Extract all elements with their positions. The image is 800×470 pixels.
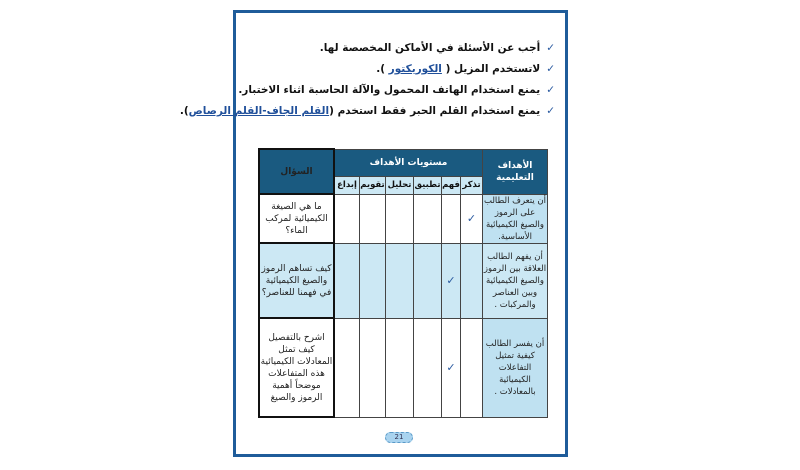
objective-cell: أن يفهم الطالب العلاقة بين الرموز والصيغ الكيميائية وبين العناصر والمركبات . — [483, 243, 548, 318]
check-icon: ✓ — [446, 360, 456, 374]
table-row — [259, 243, 548, 318]
level-cell — [360, 243, 386, 318]
level-cell — [360, 194, 386, 243]
level-understand: فهم — [442, 176, 461, 194]
objectives-table — [258, 148, 548, 418]
level-cell — [461, 194, 483, 243]
question-cell: كيف تساهم الرموز والصيغ الكيميائية في فهمنا للعناصر؟ — [259, 243, 334, 318]
level-cell — [386, 194, 414, 243]
objective-cell: أن يتعرف الطالب على الرموز والصيغ الكيميائية الأساسية. — [484, 195, 546, 242]
header-question: السؤال — [259, 149, 334, 194]
level-cell — [334, 243, 360, 318]
instruction-4: ✓يمنع استخدام القلم الحبر فقط استخدم (القلم الجاف-القلم الرصاص). — [179, 105, 555, 117]
level-apply: تطبيق — [414, 176, 442, 194]
level-analyze: تحليل — [386, 176, 414, 194]
objective-cell: أن يفسر الطالب كيفية تمثيل التفاعلات الكيميائية بالمعادلات . — [483, 318, 548, 417]
header-levels: مستويات الأهداف — [334, 149, 483, 176]
level-remember: تذكر — [461, 176, 483, 194]
question-cell: ما هي الصيغة الكيميائية لمركب الماء؟ — [259, 194, 334, 243]
level-cell — [386, 243, 414, 318]
level-cell — [360, 318, 386, 417]
level-cell — [461, 318, 483, 417]
level-cell — [461, 243, 483, 318]
level-cell — [442, 243, 461, 318]
instructions — [180, 38, 555, 122]
level-create: إبداع — [334, 176, 360, 194]
header-objectives: الأهداف التعليمية — [483, 149, 548, 194]
instruction-3: ✓يمنع استخدام الهاتف المحمول والآلة الحاسبة اثناء الاختبار. — [238, 84, 555, 96]
question-cell: اشرح بالتفصيل كيف تمثل المعادلات الكيميائية هذه المتفاعلات موضحاً أهمية الرموز والصيغ — [259, 318, 334, 417]
page-number: 21 — [385, 432, 413, 443]
table-row — [259, 318, 548, 417]
level-cell — [414, 194, 442, 243]
instruction-2: ✓لاتستخدم المزيل ( الكوريكتور ). — [376, 63, 555, 75]
level-cell — [386, 318, 414, 417]
level-cell — [442, 318, 461, 417]
check-icon: ✓ — [466, 211, 477, 225]
level-cell — [442, 194, 461, 243]
check-icon: ✓ — [446, 273, 456, 287]
level-cell — [414, 243, 442, 318]
instruction-1: ✓أجب عن الأسئلة في الأماكن المخصصة لها. — [319, 42, 555, 54]
level-cell — [334, 318, 360, 417]
level-cell — [414, 318, 442, 417]
level-evaluate: تقويم — [360, 176, 386, 194]
level-cell — [334, 194, 360, 243]
table-row — [259, 194, 548, 243]
